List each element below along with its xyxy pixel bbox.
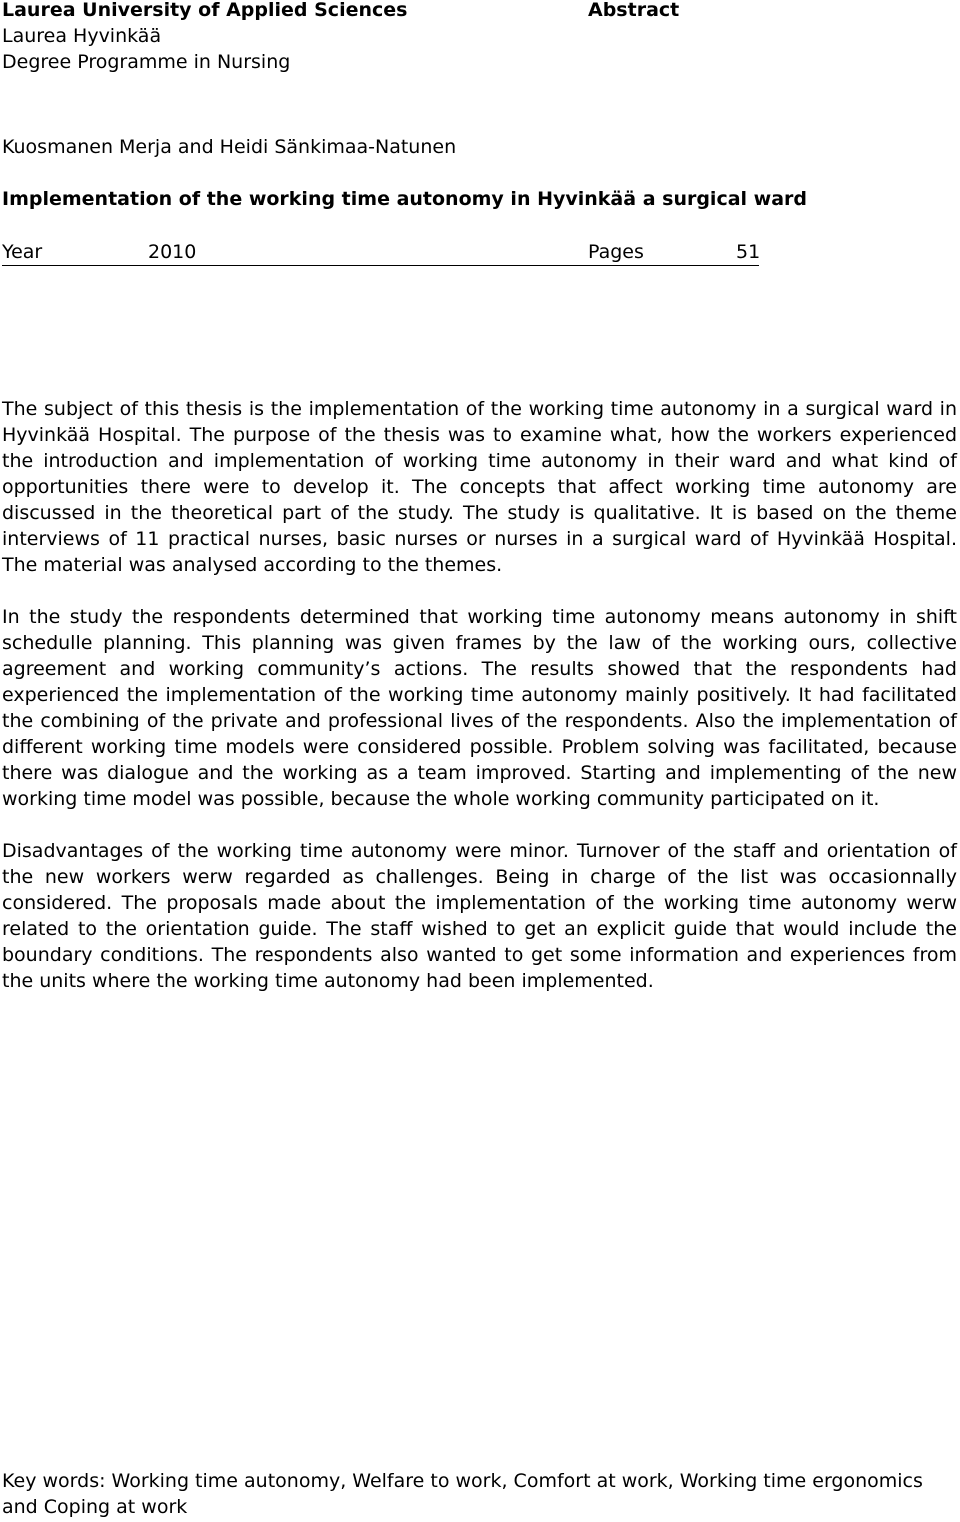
institution-name: Laurea University of Applied Sciences (2, 0, 408, 21)
year-pages-row (2, 239, 759, 266)
unit-name: Laurea Hyvinkää (2, 25, 162, 47)
year-value: 2010 (148, 241, 197, 263)
programme-name: Degree Programme in Nursing (2, 51, 291, 73)
thesis-title: Implementation of the working time autonomy in Hyvinkää a surgical ward (2, 188, 808, 210)
abstract-body (2, 396, 957, 994)
document-type: Abstract (588, 0, 680, 21)
keywords: Key words: Working time autonomy, Welfare to work, Comfort at work, Working time ergonomics and Coping at work (2, 1470, 923, 1518)
pages-value: 51 (736, 241, 761, 263)
authors: Kuosmanen Merja and Heidi Sänkimaa-Natunen (2, 136, 457, 158)
abstract-paragraph-1: The subject of this thesis is the implementation of the working time autonomy in a surgical ward in Hyvinkää Hospital. The purpose of the thesis was to examine what, how the workers experienced the introduction and implementation of working time autonomy in their ward and what kind of opportunities there were to develop it. The concepts that affect working time autonomy are discussed in the theoretical part of the study. The study is qualitative. It is based on the theme interviews of 11 practical nurses, basic nurses or nurses in a surgical ward of Hyvinkää Hospital. The material was analysed according to the themes. (2, 398, 957, 576)
abstract-paragraph-2: In the study the respondents determined that working time autonomy means autonomy in shift schedulle planning. This planning was given frames by the law of the working ours, collective agreement and working community’s actions. The results showed that the respondents had experienced the implementation of the working time autonomy mainly positively. It had facilitated the combining of the private and professional lives of the respondents. Also the implementation of different working time models were considered possible. Problem solving was facilitated, because there was dialogue and the working as a team improved. Starting and implementing of the new working time model was possible, because the whole working community participated on it. (2, 606, 957, 810)
pages-label: Pages (588, 241, 644, 263)
year-label: Year (2, 241, 43, 263)
abstract-paragraph-3: Disadvantages of the working time autonomy were minor. Turnover of the staff and orientation of the new workers werw regarded as challenges. Being in charge of the list was occasionnally considered. The proposals made about the implementation of the working time autonomy werw related to the orientation guide. The staff wished to get an explicit guide that would include the boundary conditions. The respondents also wanted to get some information and experiences from the units where the working time autonomy had been implemented. (2, 840, 957, 992)
